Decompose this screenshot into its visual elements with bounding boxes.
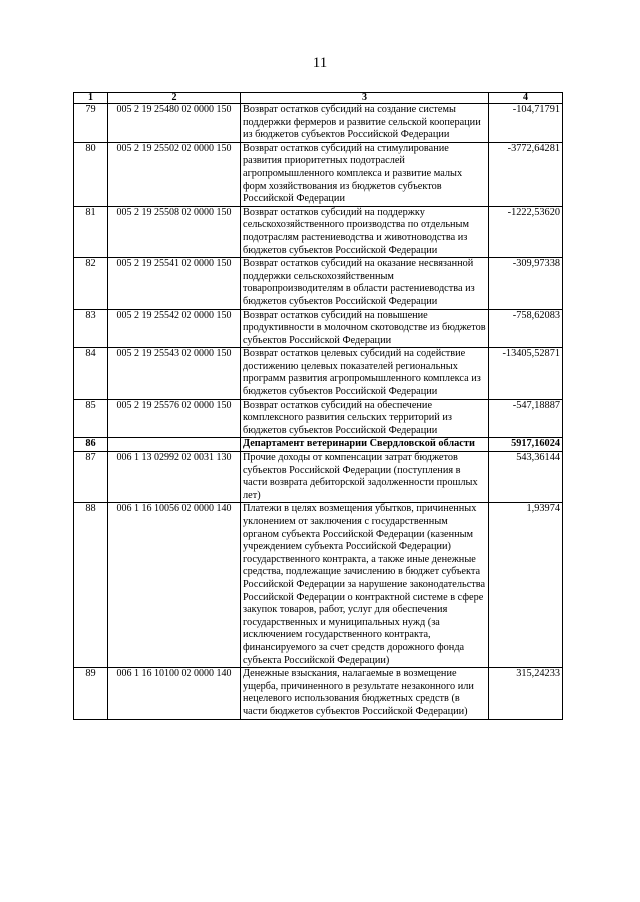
row-number-cell: 80: [74, 142, 108, 206]
amount-cell: -13405,52871: [489, 348, 563, 399]
table-row: [74, 258, 563, 309]
row-number-cell: 87: [74, 452, 108, 503]
row-number-cell: 89: [74, 668, 108, 719]
row-number-cell: 83: [74, 309, 108, 348]
table-row: [74, 452, 563, 503]
budget-code-cell: 006 1 13 02992 02 0031 130: [108, 452, 241, 503]
amount-cell: 5917,16024: [489, 438, 563, 452]
budget-code-cell: 005 2 19 25542 02 0000 150: [108, 309, 241, 348]
description-cell: Возврат остатков субсидий на стимулирование развития приоритетных подотраслей агропромышленного комплекса и развитие малых форм хозяйствования из бюджетов субъектов Российской Федерации: [241, 142, 489, 206]
description-cell: Прочие доходы от компенсации затрат бюджетов субъектов Российской Федерации (поступления в части возврата дебиторской задолженности прошлых лет): [241, 452, 489, 503]
row-number-cell: 86: [74, 438, 108, 452]
row-number-cell: 81: [74, 206, 108, 257]
table-row: [74, 309, 563, 348]
table-row: [74, 438, 563, 452]
budget-revenue-table: [73, 92, 563, 720]
column-header-1: 1: [74, 93, 108, 104]
amount-cell: -104,71791: [489, 104, 563, 143]
description-cell: Возврат остатков субсидий на повышение продуктивности в молочном скотоводстве из бюджетов субъектов Российской Федерации: [241, 309, 489, 348]
amount-cell: 543,36144: [489, 452, 563, 503]
budget-code-cell: 005 2 19 25508 02 0000 150: [108, 206, 241, 257]
page-number: 11: [312, 55, 328, 71]
table-row: [74, 668, 563, 719]
description-cell: Возврат остатков целевых субсидий на содействие достижению целевых показателей региональных программ развития агропромышленного комплекса из бюджетов субъектов Российской Федерации: [241, 348, 489, 399]
row-number-cell: 85: [74, 399, 108, 438]
row-number-cell: 84: [74, 348, 108, 399]
table-row: [74, 142, 563, 206]
column-header-2: 2: [108, 93, 241, 104]
row-number-cell: 88: [74, 503, 108, 668]
table-row: [74, 503, 563, 668]
budget-code-cell: 005 2 19 25480 02 0000 150: [108, 104, 241, 143]
row-number-cell: 79: [74, 104, 108, 143]
table-header-row: [74, 93, 563, 104]
description-cell: Возврат остатков субсидий на создание системы поддержки фермеров и развитие сельской кооперации из бюджетов субъектов Российской Федерации: [241, 104, 489, 143]
description-cell: Департамент ветеринарии Свердловской области: [241, 438, 489, 452]
amount-cell: -309,97338: [489, 258, 563, 309]
budget-code-cell: 005 2 19 25502 02 0000 150: [108, 142, 241, 206]
budget-code-cell: 005 2 19 25576 02 0000 150: [108, 399, 241, 438]
table-row: [74, 104, 563, 143]
row-number-cell: 82: [74, 258, 108, 309]
column-header-3: 3: [241, 93, 489, 104]
amount-cell: 315,24233: [489, 668, 563, 719]
description-cell: Денежные взыскания, налагаемые в возмещение ущерба, причиненного в результате незаконного или нецелевого использования бюджетных средств (в части бюджетов субъектов Российской Федерации): [241, 668, 489, 719]
budget-code-cell: 006 1 16 10100 02 0000 140: [108, 668, 241, 719]
amount-cell: -1222,53620: [489, 206, 563, 257]
table-row: [74, 206, 563, 257]
table-row: [74, 399, 563, 438]
amount-cell: 1,93974: [489, 503, 563, 668]
budget-code-cell: 005 2 19 25541 02 0000 150: [108, 258, 241, 309]
table-row: [74, 348, 563, 399]
description-cell: Возврат остатков субсидий на поддержку сельскохозяйственного производства по отдельным подотраслям растениеводства и животноводства из бюджетов субъектов Российской Федерации: [241, 206, 489, 257]
column-header-4: 4: [489, 93, 563, 104]
description-cell: Возврат остатков субсидий на оказание несвязанной поддержки сельскохозяйственным товаропроизводителям в области растениеводства из бюджетов субъектов Российской Федерации: [241, 258, 489, 309]
description-cell: Платежи в целях возмещения убытков, причиненных уклонением от заключения с государственным органом субъекта Российской Федерации (казенным учреждением субъекта Российской Федерации) государственного контракта, а также иные денежные средства, подлежащие зачислению в бюджет субъекта Российской Федерации за нарушение законодательства Российской Федерации о контрактной системе в сфере закупок товаров, работ, услуг для обеспечения государственных и муниципальных нужд (за исключением государственного контракта, финансируемого за счет средств дорожного фонда субъекта Российской Федерации): [241, 503, 489, 668]
budget-code-cell: 006 1 16 10056 02 0000 140: [108, 503, 241, 668]
amount-cell: -3772,64281: [489, 142, 563, 206]
amount-cell: -547,18887: [489, 399, 563, 438]
budget-code-cell: [108, 438, 241, 452]
table-body: [74, 104, 563, 720]
description-cell: Возврат остатков субсидий на обеспечение комплексного развития сельских территорий из бюджетов субъектов Российской Федерации: [241, 399, 489, 438]
budget-code-cell: 005 2 19 25543 02 0000 150: [108, 348, 241, 399]
amount-cell: -758,62083: [489, 309, 563, 348]
